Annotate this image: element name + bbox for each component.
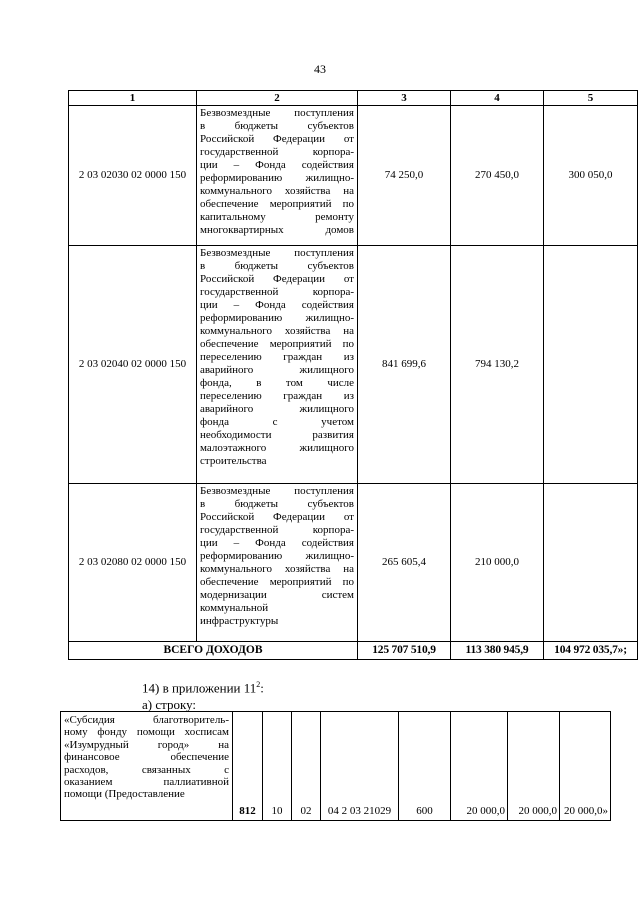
amount-col5: [544, 484, 638, 642]
income-description: [197, 246, 358, 484]
description-line: Российской Федерации от: [200, 511, 354, 523]
target-article-code: 04 2 03 21029: [321, 712, 399, 821]
description-line: коммунального хозяйства на: [200, 563, 354, 575]
description-line: ции – Фонда содействия: [200, 537, 354, 549]
description-line: модернизации систем: [200, 589, 354, 601]
description-line: Безвозмездные поступления: [200, 107, 354, 119]
description-line: коммунального хозяйства на: [200, 325, 354, 337]
description-line: необходимости развития: [200, 429, 354, 441]
description-line: реформированию жилищно-: [200, 312, 354, 324]
description-line: обеспечение мероприятий по: [200, 576, 354, 588]
description-line: реформированию жилищно-: [200, 172, 354, 184]
column-header: 2: [197, 91, 358, 106]
description-line: в бюджеты субъектов: [200, 498, 354, 510]
amount-col4: 270 450,0: [451, 106, 544, 246]
description-line: фонда с учетом: [200, 416, 354, 428]
description-line: оказанием паллиативной: [64, 776, 229, 789]
table-row: [61, 712, 611, 821]
income-description: [197, 484, 358, 642]
description-line: ции – Фонда содействия: [200, 299, 354, 311]
subsidy-table: [60, 711, 611, 821]
column-header: 1: [69, 91, 197, 106]
section-code: 10: [263, 712, 292, 821]
item-14-colon: :: [260, 680, 264, 696]
description-line: государственной корпора-: [200, 146, 354, 158]
description-line: расходов, связанных с: [64, 763, 229, 776]
table-row: [69, 106, 638, 246]
expense-type-code: 600: [399, 712, 451, 821]
item-a-heading: а) строку:: [142, 697, 197, 712]
description-line: в бюджеты субъектов: [200, 120, 354, 132]
description-line: переселению граждан из: [200, 351, 354, 363]
description-line: переселению граждан из: [200, 390, 354, 402]
amount-col3: 74 250,0: [358, 106, 451, 246]
description-line: ции – Фонда содействия: [200, 159, 354, 171]
description-line: капитальному ремонту: [200, 211, 354, 223]
description-line: фонда, в том числе: [200, 377, 354, 389]
item-14-superscript: 2: [256, 680, 261, 689]
subsidy-description: [61, 712, 233, 821]
income-code: 2 03 02030 02 0000 150: [69, 106, 197, 246]
income-table: [68, 90, 638, 660]
amount-col3: 841 699,6: [358, 246, 451, 484]
description-line: финансовое обеспечение: [64, 751, 229, 764]
subsection-code: 02: [292, 712, 321, 821]
description-line: коммунального хозяйства на: [200, 185, 354, 197]
subsidy-amount-2: 20 000,0: [508, 712, 560, 821]
description-line: «Изумрудный город» на: [64, 738, 229, 751]
total-col4: 113 380 945,9: [451, 642, 544, 660]
description-line: государственной корпора-: [200, 524, 354, 536]
description-line: обеспечение мероприятий по: [200, 338, 354, 350]
table-header-row: [69, 91, 638, 106]
description-line: в бюджеты субъектов: [200, 260, 354, 272]
column-header: 4: [451, 91, 544, 106]
amount-col5: [544, 246, 638, 484]
income-code: 2 03 02080 02 0000 150: [69, 484, 197, 642]
subsidy-amount-3: 20 000,0»: [560, 712, 611, 821]
page-number: 43: [314, 62, 326, 76]
description-line: инфраструктуры: [200, 615, 279, 627]
column-header: 5: [544, 91, 638, 106]
description-line: малоэтажного жилищного: [200, 442, 354, 454]
ministry-code: 812: [233, 712, 263, 821]
amount-col3: 265 605,4: [358, 484, 451, 642]
description-line: Российской Федерации от: [200, 273, 354, 285]
description-line: аварийного жилищного: [200, 364, 354, 376]
table-row: [69, 246, 638, 484]
item-14-text: 14) в приложении 11: [142, 680, 257, 696]
total-col5: 104 972 035,7»;: [544, 642, 638, 660]
description-line: ному фонду помощи хосписам: [64, 726, 229, 739]
amount-col5: 300 050,0: [544, 106, 638, 246]
total-row: [69, 642, 638, 660]
column-header: 3: [358, 91, 451, 106]
description-line: «Субсидия благотворитель-: [64, 714, 229, 726]
description-line: помощи (Предоставление: [64, 788, 185, 801]
table-row: [69, 484, 638, 642]
description-line: Безвозмездные поступления: [200, 247, 354, 259]
subsidy-amount-1: 20 000,0: [451, 712, 508, 821]
description-line: обеспечение мероприятий по: [200, 198, 354, 210]
description-line: коммунальной: [200, 602, 269, 614]
description-line: многоквартирных домов: [200, 224, 354, 236]
amount-col4: 794 130,2: [451, 246, 544, 484]
amount-col4: 210 000,0: [451, 484, 544, 642]
description-line: реформированию жилищно-: [200, 550, 354, 562]
total-col3: 125 707 510,9: [358, 642, 451, 660]
description-line: Российской Федерации от: [200, 133, 354, 145]
description-line: государственной корпора-: [200, 286, 354, 298]
description-line: аварийного жилищного: [200, 403, 354, 415]
description-line: Безвозмездные поступления: [200, 485, 354, 497]
item-14-heading: [142, 680, 264, 696]
income-code: 2 03 02040 02 0000 150: [69, 246, 197, 484]
total-label: ВСЕГО ДОХОДОВ: [69, 642, 358, 660]
income-description: [197, 106, 358, 246]
description-line: строительства: [200, 455, 267, 467]
